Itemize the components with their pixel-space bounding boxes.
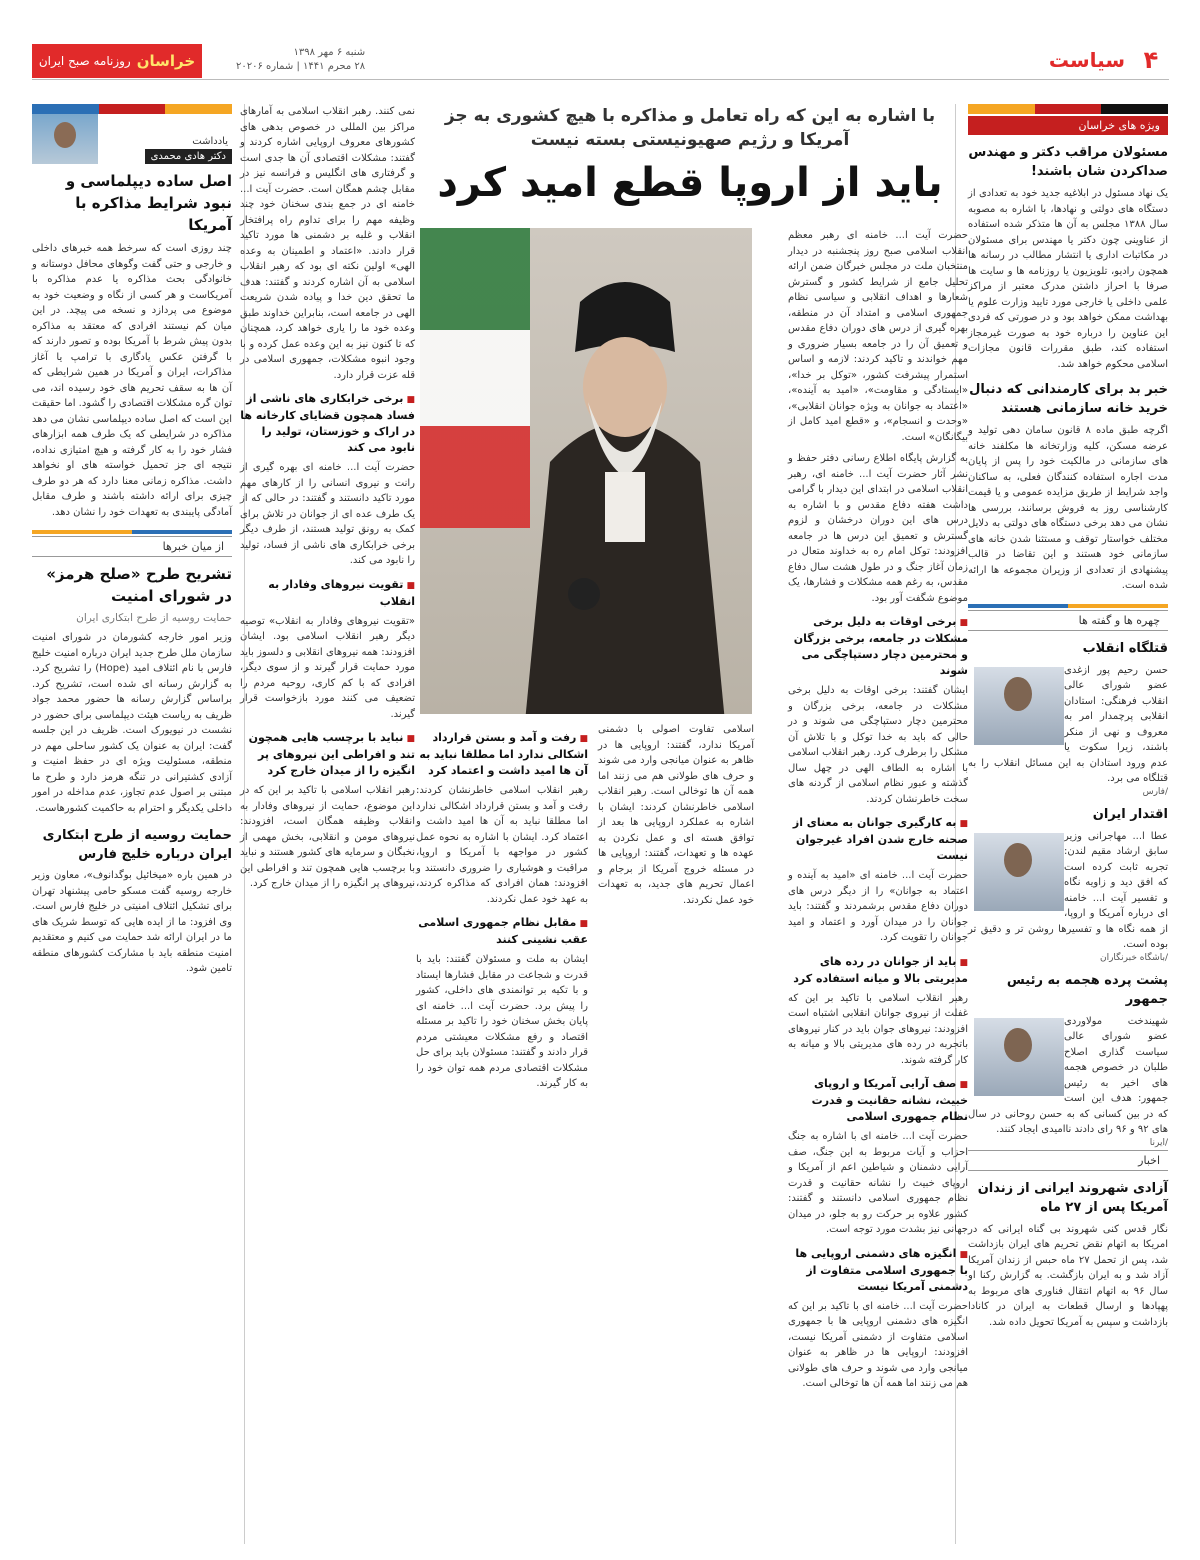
news-body: یک نهاد مسئول در ابلاغیه جدید خود به تعدادی از دستگاه های دولتی و نهادها، با اشاره به مصوبه سال ۱۳۸۸ مجلس به آن ها متذکر شده استفاده از عناوینی چون دکتر یا مهندس برای مسئولان در مکاتبات اداری یا انتشار مطالب در رسانه ها همچون رادیو، تلویزیون یا روزنامه ها و سایت ها صرفا با احراز داشتن مدرک معتبر از مراکز علمی داخلی یا خارجی مورد تایید وزارت علوم یا بهداشت ممکن خواهد بود و در صورتی که فردی این عناوین را درباره خود به صورت غیرمجاز استفاده کند، طبق مقررات قانون مجازات اسلامی محکوم خواهد شد. — [968, 188, 1169, 370]
page-header — [32, 44, 1169, 80]
source-caption: /باشگاه خبرنگاران — [1099, 952, 1168, 963]
subheading: ■ تقویت نیروهای وفادار به انقلاب — [240, 577, 415, 610]
news-subtitle: حمایت روسیه از طرح ابتکاری ایران — [76, 612, 232, 624]
speaker-photo — [974, 833, 1064, 911]
news-body: در همین باره «میخائیل بوگدانوف»، معاون وزیر خارجه روسیه گفت مسکو حامی پیشنهاد تهران برای تشکیل ائتلاف امنیتی در خلیج فارس است. وی افزود: ما از ایده هایی که توسط شریک های ما در ایران ارائه شد حمایت می کنیم و معتقدیم امنیت منطقه باید با مشارکت کشورهای منطقه تامین شود. — [32, 870, 232, 974]
subheading: ■ نباید با برچسب هایی همچون تند و افراطی این نیروهای پر انگیزه را از میدان خارج کرد — [240, 730, 415, 779]
opinion-headline[interactable]: اصل ساده دیپلماسی و نبود شرایط مذاکره با آمریکا — [65, 172, 232, 234]
newspaper-logo[interactable] — [32, 44, 202, 78]
subheading: ■ برخی اوقات به دلیل برخی مشکلات در جامعه، برخی بزرگان و محترمین دچار دستپاچگی می شوند — [788, 614, 968, 679]
section-tag: از میان خبرها — [32, 536, 232, 557]
subheading: ■ مقابل نظام جمهوری اسلامی عقب نشینی کنند — [416, 915, 588, 948]
section-tag: ویژه های خراسان — [968, 116, 1168, 135]
story-kicker: با اشاره به این که راه تعامل و مذاکره با هیچ کشوری به جز آمریکا و رژیم صهیونیستی بسته نیست — [444, 106, 936, 150]
subheading: ■ انگیزه های دشمنی اروپایی ها با جمهوری اسلامی متفاوت از دشمنی آمریکا نیست — [788, 1246, 968, 1295]
section-tag: چهره ها و گفته ها — [968, 610, 1168, 631]
story-paragraph: حضرت آیت ا... خامنه ای با اشاره به جنگ احزاب و آیات مربوط به این جنگ، صف آرایی دشمنان و شیاطین اعم از آمریکا و اروپای خبیث را نشانه حقانیت و قدرت نظام جمهوری اسلامی دانستند و گفتند: کشور علاوه بر حرکت رو به جلو، در میدان جهانی نیز بشدت مورد توجه است. — [788, 1131, 968, 1235]
story-paragraph: اسلامی تفاوت اصولی با دشمنی آمریکا ندارد، گفتند: اروپایی ها در ظاهر به عنوان میانجی وارد می شوند و حرف های طولانی هم می زنند اما همه آن ها توخالی است. رهبر انقلاب اسلامی خاطرنشان کردند: ایشان با اشاره به عملکرد اروپایی ها بعد از توافق هسته ای و عمل نکردن به عهده ها و تعهدات، گفتند: اروپایی ها در مسئله خروج آمریکا از برجام و اعمال تحریم های جدید، به تعهدات خود عمل نکردند. — [598, 724, 754, 906]
speaker-photo — [974, 1018, 1064, 1096]
author-box — [32, 114, 232, 164]
lead-story-column-4 — [240, 104, 415, 892]
speaker-photo — [974, 667, 1064, 745]
lead-story-header — [430, 104, 950, 214]
story-paragraph: رهبر انقلاب اسلامی خاطرنشان کردند: رفت و آمد و بستن قرارداد اشکالی ندارد اما مطلقا نباید به آن ها امید داشت و اعتماد کرد. ایشان با اشاره به نحوه عمل کشور در مواجهه با آمریکا و اروپا، مراقبت و هوشیاری را ضروری دانستند و افزودند: همان افرادی که مذاکره کردند، به عهد خود عمل نکردند. — [416, 785, 588, 905]
quote-body: شهیندخت مولاوردی عضو شورای عالی سیاست گذاری اصلاح طلبان در خصوص هجمه های اخیر به رئیس جمهور: هدف این است که در بین کسانی که به حسن روحانی در سال های ۹۲ و ۹۶ رای دادند ناامیدی ایجاد کنند. — [968, 1015, 1168, 1135]
story-paragraph: نمی کنند. رهبر انقلاب اسلامی به آمارهای مراکز بین المللی در خصوص بدهی های کشورهای معروف اروپایی اشاره کردند و گفتند: مشکلات اقتصادی آن ها جدی است و گرفتاری های انگلیس و فرانسه نیز در مقابل چشم همگان است. حضرت آیت ا... خامنه ای در جمع بندی سخنان خود چند وظیفه مهم را برای تداوم راه پرافتخار انقلاب و غلبه بر دشمنی ها مورد تاکید قرار دادند. «اعتماد و اطمینان به وعده الهی» اولین نکته ای بود که رهبر انقلاب اسلامی به آن اشاره کردند و گفتند: هدف ما تحقق دین خدا و پیاده شدن شریعت الهی در جامعه است، بنابراین خداوند طبق وعده خود ما را یاری خواهد کرد، همچنان که تا کنون نیز به این وعده عمل کرده و با وجود انبوه مشکلات، جمهوری اسلامی در قله عزت قرار دارد. — [240, 106, 415, 381]
quote-body: حسن رحیم پور ازغدی عضو شورای عالی انقلاب فرهنگی: استادان انقلابی پرچمدار امر به معروف و نهی از منکر باشند، زیرا سکوت یا عدم ورود استادان به این مسائل انقلاب را به قتلگاه می برد. — [968, 664, 1168, 784]
date-line-1: شنبه ۶ مهر ۱۳۹۸ — [293, 47, 366, 58]
story-paragraph: حضرت آیت ا... خامنه ای «امید به آینده و اعتماد به جوانان» را از دیگر درس های دوران دفاع مقدس برشمردند و گفتند: باید جوانان را در میدان آورد و اعتماد و امید جوانان را تقویت کرد. — [788, 870, 968, 943]
section-title: سیاست — [1048, 48, 1125, 72]
left-sidebar — [32, 104, 232, 1544]
quote-headline[interactable]: پشت پرده هجمه به رئیس جمهور — [1006, 972, 1168, 1007]
story-intro: حضرت آیت ا... خامنه ای رهبر معظم انقلاب اسلامی صبح روز پنجشنبه در دیدار منتخبان ملت در مجلس خبرگان ضمن ارائه تحلیل جامع از شرایط کشور و گسترش شعارها و اهداف انقلابی و سیاسی نظام جمهوری اسلامی و امتداد آن در منطقه، بهره گیری از درس های دوران دفاع مقدس و تعمیق آن را در جامعه بسیار ضروری و مهم خواندند و تاکید کردند: لازمه و اساس استمرار پیشرفت کشور، «توکل بر خدا»، «ایستادگی و مقاومت»، «امید به آینده»، «اعتماد به جوانان به ویژه جوانان انقلابی»، «وحدت و انسجام»، و «قطع امید کامل از بیگانگان» است. — [788, 230, 968, 443]
issue-date — [236, 46, 365, 74]
color-stripe — [968, 604, 1168, 608]
news-headline[interactable]: حمایت روسیه از طرح ابتکاری ایران درباره خلیج فارس — [42, 828, 232, 862]
story-paragraph: ایشان به ملت و مسئولان گفتند: باید با قدرت و شجاعت در مقابل فشارها ایستاد و با تکیه بر توانمندی های داخلی، کشور را پیش برد. حضرت آیت ا... خامنه ای پایان بخش سخنان خود را تاکید بر مسئله اقتصاد و رفع مشکلات معیشتی مردم قرار دادند و گفتند: مسئولان باید برای حل مشکلات اقتصادی مردم همه توان خود را به کار گیرند. — [416, 954, 588, 1089]
right-sidebar — [968, 104, 1168, 1544]
lead-story-column-1 — [788, 228, 968, 1392]
column-label: یادداشت — [192, 136, 228, 147]
brand-tagline: روزنامه صبح ایران — [38, 54, 131, 68]
news-body: وزیر امور خارجه کشورمان در شورای امنیت سازمان ملل طرح جدید ایران درباره امنیت خلیج فارس با نام ائتلاف امید (Hope) را تشریح کرد. به گزارش رسانه ای شده است، تشریح کرد. براساس گزارش رسانه ها حضور محمد جواد ظریف به ریاست هیئت دیپلماسی برای حضور در نشست در نیویورک است. ظریف در این جلسه گفت: ایران به عنوان یک کشور ساحلی مهم در منطقه، مسئولیت ویژه ای در حفظ امنیت و آزادی کشتیرانی در تنگه هرمز دارد و طرح ما مبتنی بر اصول عدم تجاوز، عدم مداخله در امور داخلی یکدیگر و احترام به حاکمیت کشورهاست. — [32, 632, 233, 814]
news-body: اگرچه طبق ماده ۸ قانون سامان دهی تولید و عرضه مسکن، کلیه وزارتخانه ها مکلفند خانه های سازمانی در مالکیت خود را پس از پایان مدت اجاره استفاده کنندگان فعلی، به ساکنان واجد شرایط از طریق مزایده عمومی و یا قیمت کارشناسی روز به فروش برسانند، بررسی ها نشان می دهد برخی دستگاه های دولتی به دلایل مختلف خواستار توقف و مستثنا شدن خانه های سازمانی خود هستند و این تقاضا در قالب پیشنهادی از تعدادی از وزیران مجموعه ها ارائه شده است. — [968, 425, 1168, 591]
news-headline[interactable]: مسئولان مراقب دکتر و مهندس صداکردن شان باشند! — [968, 145, 1168, 179]
story-paragraph: به گزارش پایگاه اطلاع رسانی دفتر حفظ و نشر آثار حضرت آیت ا... خامنه ای، رهبر انقلاب اسلامی در ابتدای این دیدار با گرامی داشت هفته دفاع مقدس و با اشاره به درس های این دوران درخشان و لزوم گسترش و تعمیق این درس ها در جامعه افزودند: توکل امام ره به خداوند متعال در زمان آغاز جنگ و در طول هشت سال دفاع مقدس، به رغم همه مشکلات و فشارها، یک موضوع شگفت آور بود. — [788, 453, 968, 604]
author-avatar — [32, 114, 98, 164]
section-tag: اخبار — [968, 1150, 1168, 1171]
story-paragraph: حضرت آیت ا... خامنه ای بهره گیری از رانت و نیروی انسانی را از کارهای مهم مورد تاکید دانستند و گفتند: در حالی که از یک طرف عده ای از جوانان در تلاش برای کمک به رونق تولید هستند، از طرف دیگر برخی خرابکاری های ناشی از فساد، تولید را نابود می کند. — [240, 462, 415, 566]
color-stripe — [968, 104, 1168, 114]
story-paragraph: ایشان گفتند: برخی اوقات به دلیل برخی مشکلات در جامعه، برخی بزرگان و محترمین دچار دستپاچگی می شوند و در حالی که باید به خدا توکل و با تلاش آن مشکل را برطرف کرد. رهبر انقلاب اسلامی با اشاره به الطاف الهی در چهل سال گذشته و عبور نظام اسلامی از گردنه های سخت خاطرنشان کردند. — [788, 685, 968, 805]
story-paragraph: رهبر انقلاب اسلامی با تاکید بر این که غفلت از نیروی جوانان انقلابی اشتباه است افزودند: نیروهای جوان باید در کنار نیروهای باتجربه در رده های مدیریتی بالا و میانه به کار گرفته شوند. — [788, 992, 968, 1066]
source-caption: /ایرنا — [1149, 1137, 1168, 1148]
source-caption: /فارس — [1142, 786, 1168, 797]
subheading: ■ رفت و آمد و بستن قرارداد اشکالی ندارد اما مطلقا نباید به آن ها امید داشت و اعتماد کرد — [416, 730, 588, 779]
brand-name: خراسان — [136, 52, 196, 70]
quote-headline[interactable]: اقتدار ایران — [1092, 806, 1168, 822]
color-stripe — [32, 104, 232, 114]
lead-story-column-2 — [598, 722, 754, 908]
news-body: نگار قدس کنی شهروند بی گناه ایرانی که در امریکا به اتهام نقض تحریم های ایران بازداشت شد، پس از تحمل ۲۷ ماه حبس از زندان آمریکا آزاد شد و به ایران بازگشت. به گزارش رکنا او سال ۹۶ به اتهام انتقال فناوری های مربوط به پهپادها و ارسال قطعات به ایران در کانادا بازداشت و سپس به آمریکا تحویل داده شد. — [968, 1223, 1169, 1328]
news-headline[interactable]: خبر بد برای کارمندانی که دنبال خرید خانه سازمانی هستند — [969, 382, 1168, 416]
news-headline[interactable]: تشریح طرح «صلح هرمز» در شورای امنیت — [46, 565, 232, 605]
subheading: ■ به کارگیری جوانان به معنای از صحنه خارج شدن افراد غیرجوان نیست — [788, 815, 968, 864]
lead-photo — [420, 228, 752, 714]
date-line-2: ۲۸ محرم ۱۴۴۱ | شماره ۲۰۲۰۶ — [236, 61, 366, 72]
story-paragraph: رهبر انقلاب اسلامی با تاکید بر این که در این موضوع، حمایت از نیروهای وفادار به انقلاب وظیفه همگان است، افزودند: نیروهای مومن و انقلابی، بخش مهمی از نخبگان و سرمایه های کشور هستند و نباید با برچسب هایی همچون تند و افراطی این نیروهای پر انگیزه را از میدان خارج کرد. — [240, 785, 415, 889]
author-name: دکتر هادی محمدی — [145, 149, 232, 164]
story-headline[interactable]: باید از اروپا قطع امید کرد — [437, 160, 943, 206]
quote-headline[interactable]: قتلگاه انقلاب — [1082, 640, 1168, 656]
speaker-figure — [510, 262, 740, 714]
subheading: ■ صف آرایی آمریکا و اروپای خبیث، نشانه حقانیت و قدرت نظام جمهوری اسلامی — [788, 1076, 968, 1125]
story-paragraph: حضرت آیت ا... خامنه ای با تاکید بر این که انگیزه های دشمنی اروپایی ها با جمهوری اسلامی متفاوت از دشمنی آمریکا نیست، افزودند: اروپایی ها در ظاهر به عنوان میانجی وارد می شوند و حرف های طولانی هم می زنند اما همه آن ها توخالی است. — [788, 1300, 968, 1389]
subheading: ■ برخی خرابکاری های ناشی از فساد همچون قضایای کارخانه ها در اراک و خوزستان، تولید را نابود می کند — [240, 391, 415, 456]
color-stripe — [32, 530, 232, 534]
subheading: ■ باید از جوانان در رده های مدیریتی بالا و میانه استفاده کرد — [788, 954, 968, 987]
quote-body: عطا ا... مهاجرانی وزیر سابق ارشاد مقیم لندن: تجربه ثابت کرده است که افق دید و زاویه نگاه و تفسیر آیت ا... خامنه ای درباره آمریکا و اروپا، از همه نگاه ها و تفسیرها روشن تر و دقیق تر بوده است. — [968, 830, 1168, 950]
story-paragraph: «تقویت نیروهای وفادار به انقلاب» توصیه دیگر رهبر انقلاب اسلامی بود. ایشان افزودند: همه نیروهای انقلابی و دلسوز باید مورد حمایت قرار گیرند و از سوی دیگر، افرادی که با کم کاری، روحیه مردم را تضعیف می کنند مورد بازخواست قرار گیرند. — [240, 615, 415, 720]
page-number: ۴ — [1143, 46, 1159, 74]
microphone — [568, 578, 600, 610]
opinion-body: چند روزی است که سرخط همه خبرهای داخلی و خارجی و حتی گفت وگوهای محافل دوستانه و خانوادگی بحث مذاکره یا عدم مذاکره با آمریکاست و هر کسی از نگاه و وضعیت خود به موضوع می پردازد و نسخه می پیچد. در این میان کم نیستند افرادی که معتقد به مذاکره بدون پیش شرط با آمریکا بوده و تصور دارند که با گرفتن عکس یادگاری با ترامپ یا آغاز مذاکرات، ایران و آمریکا در همین شرایطی که آن ها به سقف تحریم های خود رسیده اند، می توان گره مشکلات اقتصادی را گشود. اما حقیقت این است که اصل ساده دیپلماسی نشان می دهد مذاکره در شرایطی که یک طرف همه ابزارهای فشار خود را به کار گرفته و هیچ امتیازی نداده، نتیجه ای جز تحمیل خواسته های او نخواهد داشت. مذاکره زمانی معنا دارد که هر دو طرف چیزی برای ارائه داشته باشند و طرف مقابل آمادگی پایبندی به تعهدات خود را نشان دهد. — [32, 243, 232, 518]
lead-story-column-3 — [416, 722, 588, 1092]
news-headline[interactable]: آزادی شهروند ایرانی از زندان آمریکا پس از ۲۷ ماه — [977, 1180, 1168, 1215]
